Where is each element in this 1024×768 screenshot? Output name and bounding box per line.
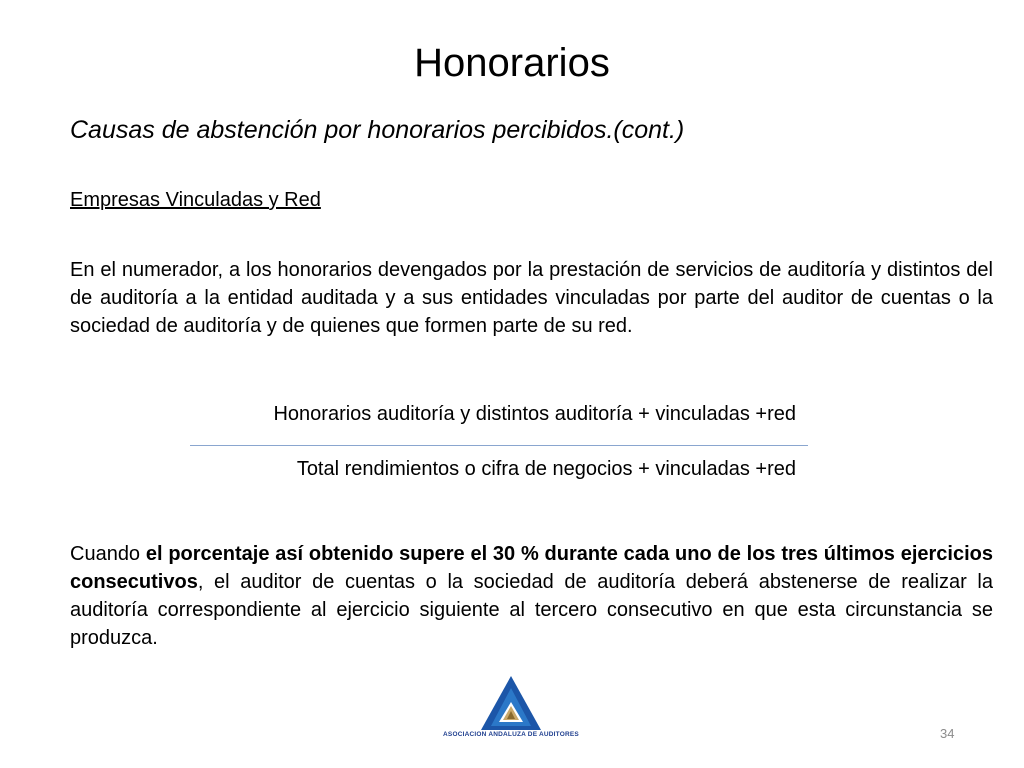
formula-numerator: Honorarios auditoría y distintos auditoría + vinculadas +red bbox=[273, 403, 796, 425]
slide-subtitle: Causas de abstención por honorarios percibidos.(cont.) bbox=[70, 116, 685, 144]
page-number: 34 bbox=[940, 726, 955, 741]
triangle-logo-icon bbox=[479, 674, 543, 732]
fraction-line bbox=[190, 445, 808, 446]
slide-title: Honorarios bbox=[414, 41, 610, 85]
paragraph-abstention-rule bbox=[70, 540, 993, 652]
association-logo bbox=[436, 674, 586, 744]
paragraph-emphasis: el porcentaje así obtenido supere el 30 % durante cada uno de los tres últimos ejercicios consecutivos bbox=[70, 543, 993, 593]
section-heading: Empresas Vinculadas y Red bbox=[70, 189, 321, 211]
formula-denominator: Total rendimientos o cifra de negocios + vinculadas +red bbox=[296, 458, 796, 480]
paragraph-numerator-definition: En el numerador, a los honorarios devengados por la prestación de servicios de auditoría y distintos del de auditoría a la entidad auditada y a sus entidades vinculadas por parte del auditor de cuentas o la sociedad de auditoría y de quienes que formen parte de su red. bbox=[70, 259, 993, 337]
paragraph-intro: Cuando bbox=[70, 543, 146, 565]
logo-text: ASOCIACION ANDALUZA DE AUDITORES bbox=[443, 731, 579, 738]
paragraph-rest: , el auditor de cuentas o la sociedad de auditoría deberá abstenerse de realizar la auditoría correspondiente al ejercicio siguiente al tercero consecutivo en que esta circunstancia se produzca. bbox=[70, 571, 993, 649]
